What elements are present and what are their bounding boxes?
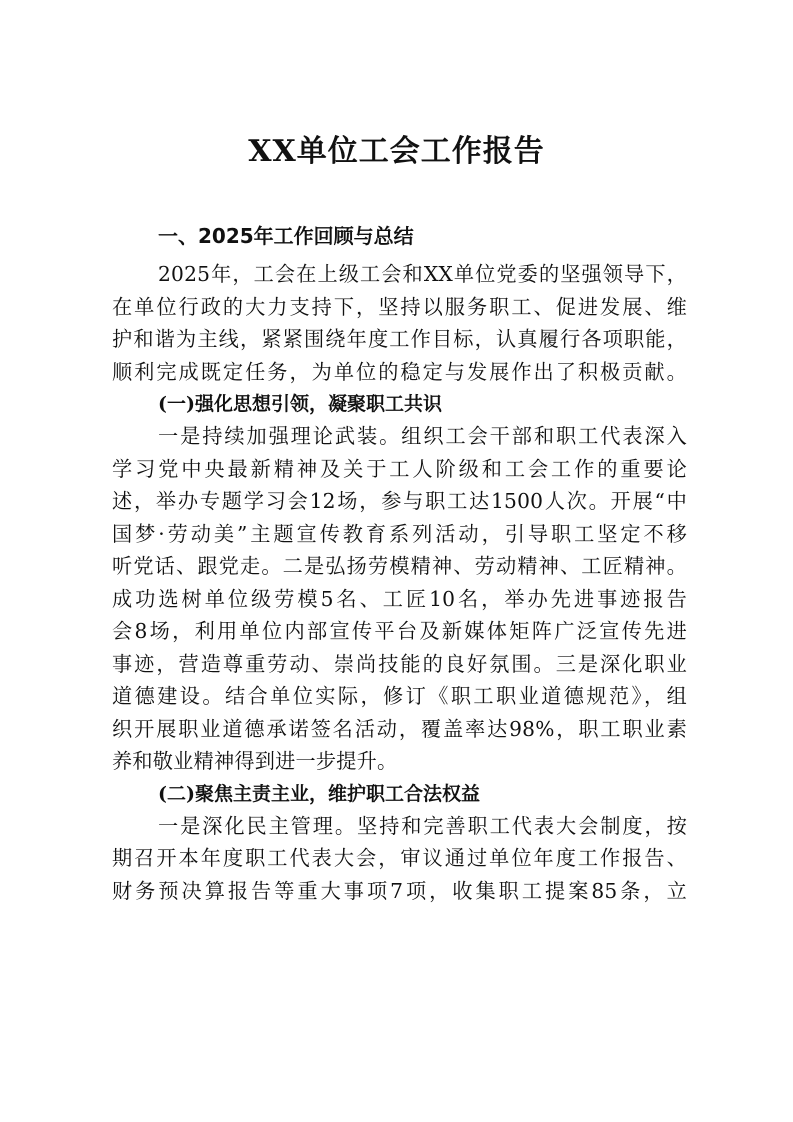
paragraph-line: 述，举办专题学习会12场，参与职工达1500人次。开展“中 (112, 489, 687, 513)
paragraph-line: 顺利完成既定任务，为单位的稳定与发展作出了积极贡献。 (112, 359, 687, 384)
document-body (112, 214, 687, 907)
paragraph-line: 财务预决算报告等重大事项7项，收集职工提案85条，立 (112, 878, 687, 903)
intro-paragraph (112, 258, 687, 388)
paragraph-line: 期召开本年度职工代表大会，审议通过单位年度工作报告、 (112, 846, 687, 870)
paragraph-line: 学习党中央最新精神及关于工人阶级和工会工作的重要论 (112, 456, 687, 481)
paragraph-line: 听党话、跟党走。二是弘扬劳模精神、劳动精神、工匠精神。 (112, 554, 687, 578)
paragraph-line: 道德建设。结合单位实际，修订《职工职业道德规范》，组 (112, 684, 687, 708)
paragraph-line: 2025年，工会在上级工会和XX单位党委的坚强领导下， (158, 262, 687, 286)
subsection-heading: (二)聚焦主责主业，维护职工合法权益 (158, 782, 480, 805)
subsection-paragraph (112, 810, 687, 908)
subsection-paragraph (112, 420, 687, 778)
paragraph-line: 会8场，利用单位内部宣传平台及新媒体矩阵广泛宣传先进 (112, 619, 687, 643)
paragraph-line: 养和敬业精神得到进一步提升。 (112, 749, 398, 773)
paragraph-line: 一是持续加强理论武装。组织工会干部和职工代表深入 (158, 424, 687, 448)
document-title: XX单位工会工作报告 (248, 134, 545, 169)
paragraph-line: 成功选树单位级劳模5名、工匠10名，举办先进事迹报告 (112, 586, 687, 611)
paragraph-line: 一是深化民主管理。坚持和完善职工代表大会制度，按 (158, 813, 687, 838)
paragraph-line: 护和谐为主线，紧紧围绕年度工作目标，认真履行各项职能， (112, 327, 687, 351)
paragraph-line: 在单位行政的大力支持下，坚持以服务职工、促进发展、维 (112, 294, 687, 319)
subsection-heading: (一)强化思想引领，凝聚职工共识 (158, 393, 442, 415)
section-heading: 一、2025年工作回顾与总结 (158, 224, 414, 248)
paragraph-line: 织开展职业道德承诺签名活动，覆盖率达98%，职工职业素 (112, 716, 687, 741)
paragraph-line: 国梦·劳动美”主题宣传教育系列活动，引导职工坚定不移 (112, 521, 687, 546)
paragraph-line: 事迹，营造尊重劳动、崇尚技能的良好氛围。三是深化职业 (112, 651, 687, 676)
